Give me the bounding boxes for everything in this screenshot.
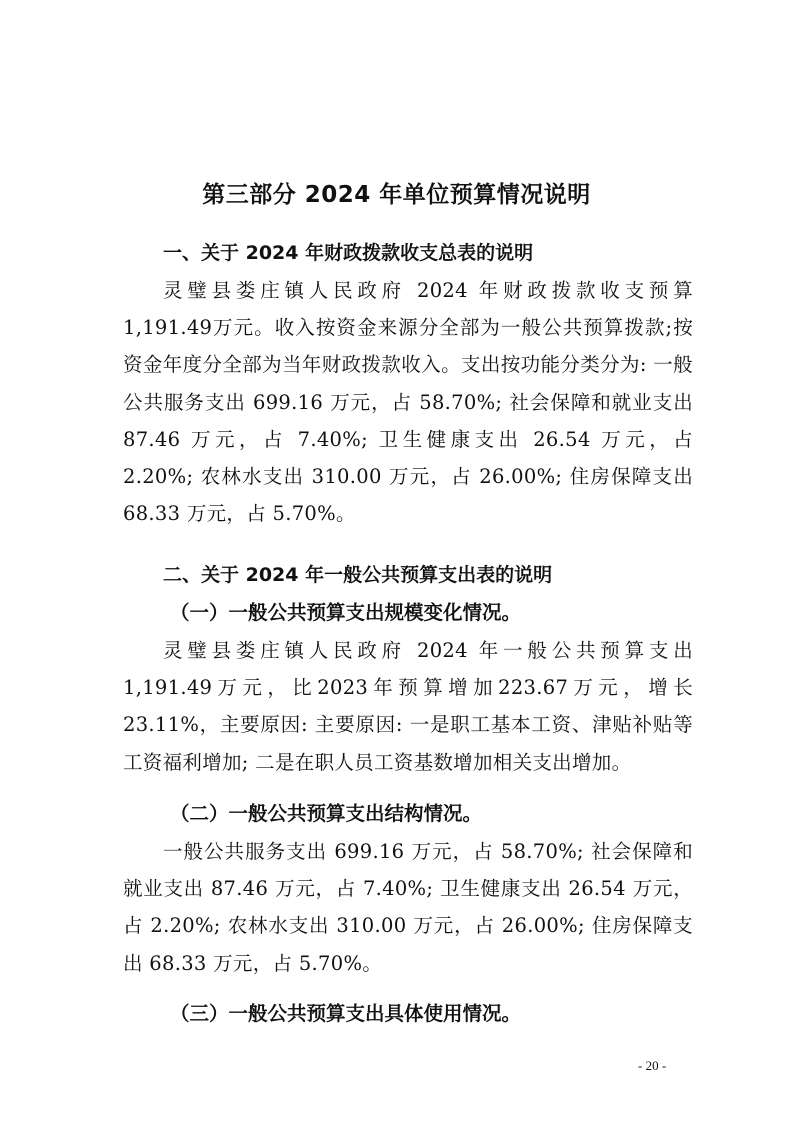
page-number: - 20 - bbox=[638, 1058, 667, 1073]
subsection-heading-2: （二）一般公共预算支出结构情况。 bbox=[170, 802, 483, 825]
subsection-2-paragraph: 一般公共服务支出 699.16 万元，占 58.70%; 社会保障和就业支出 87.46 万元，占 7.40%; 卫生健康支出 26.54 万元，占 2.20%; 农林水支出 310.00 万元，占 26.00%; 住房保障支出 68.33 万元，占 5.70%。 bbox=[123, 840, 693, 975]
section-1-paragraph: 灵璧县娄庄镇人民政府 2024 年财政拨款收支预算 1,191.49万元。收入按资金来源分全部为一般公共预算拨款;按资金年度分全部为当年财政拨款收入。支出按功能分类分为: 一般公共服务支出 699.16 万元，占 58.70%; 社会保障和就业支出 87.46 万元，占 7.40%; 卫生健康支出 26.54 万元，占 2.20%; 农林水支出 310.00 万元，占 26.00%; 住房保障支出 68.33 万元，占 5.70%。 bbox=[123, 279, 693, 526]
page-title: 第三部分 2024 年单位预算情况说明 bbox=[202, 182, 591, 208]
section-heading-1: 一、关于 2024 年财政拨款收支总表的说明 bbox=[163, 242, 534, 264]
section-heading-2: 二、关于 2024 年一般公共预算支出表的说明 bbox=[163, 564, 553, 586]
subsection-heading-3: （三）一般公共预算支出具体使用情况。 bbox=[170, 1002, 522, 1025]
subsection-1-paragraph: 灵璧县娄庄镇人民政府 2024 年一般公共预算支出 1,191.49万元，比2023年预算增加223.67万元，增长23.11%，主要原因: 主要原因: 一是职工基本工资、津贴补贴等工资福利增加; 二是在职人员工资基数增加相关支出增加。 bbox=[123, 639, 693, 774]
subsection-heading-1: （一）一般公共预算支出规模变化情况。 bbox=[170, 601, 522, 624]
